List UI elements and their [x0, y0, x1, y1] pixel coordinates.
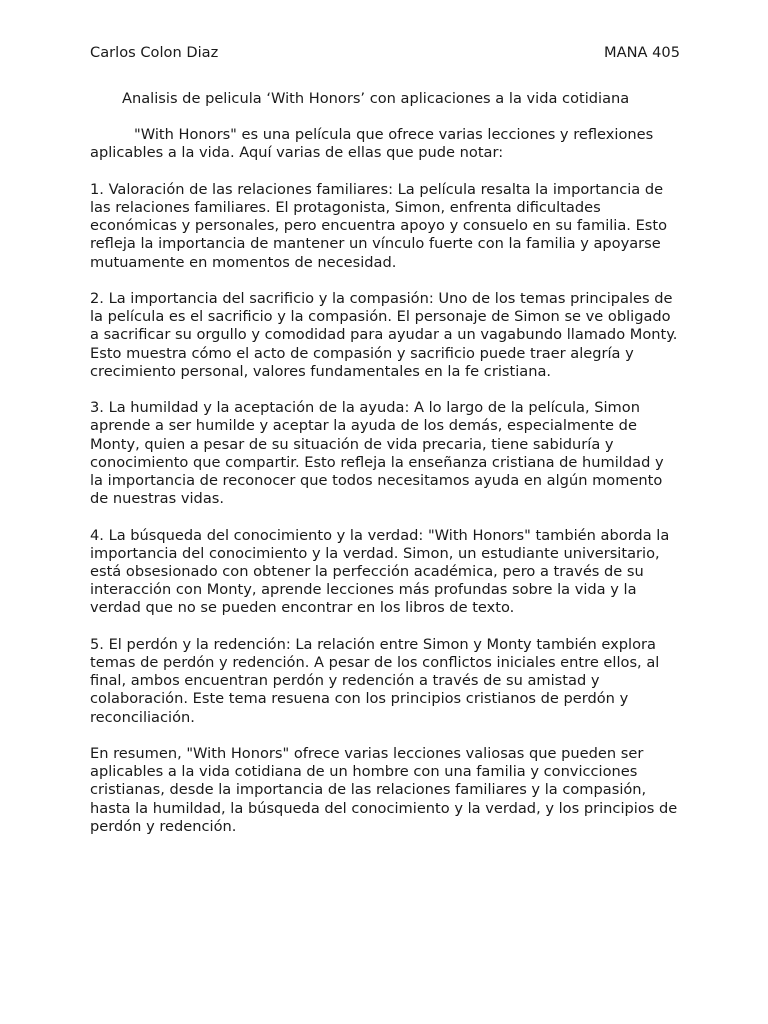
course-code: MANA 405: [604, 44, 680, 61]
paragraph-point-4: 4. La búsqueda del conocimiento y la verdad: "With Honors" también aborda la importancia del conocimiento y la verdad. Simon, un estudiante universitario, está obsesionado con obtener la perfección académica, pero a través de su interacción con Monty, aprende lecciones más profundas sobre la vida y la verdad que no se pueden encontrar en los libros de texto.: [90, 526, 670, 617]
document-header: [90, 44, 680, 64]
document-page: [90, 44, 680, 836]
conclusion-paragraph: En resumen, "With Honors" ofrece varias lecciones valiosas que pueden ser aplicables a la vida cotidiana de un hombre con una familia y convicciones cristianas, desde la importancia de las relaciones familiares y la compasión, hasta la humildad, la búsqueda del conocimiento y la verdad, y los principios de perdón y redención.: [90, 745, 678, 835]
paragraph-point-3: 3. La humildad y la aceptación de la ayuda: A lo largo de la película, Simon aprende a ser humilde y aceptar la ayuda de los demás, especialmente de Monty, quien a pesar de su situación de vida precaria, tiene sabiduría y conocimiento que compartir. Esto refleja la enseñanza cristiana de humildad y la importancia de reconocer que todos necesitamos ayuda en algún momento de nuestras vidas.: [90, 399, 664, 508]
paragraph-point-2: 2. La importancia del sacrificio y la compasión: Uno de los temas principales de la película es el sacrificio y la compasión. El personaje de Simon se ve obligado a sacrificar su orgullo y comodidad para ayudar a un vagabundo llamado Monty. Esto muestra cómo el acto de compasión y sacrificio puede traer alegría y crecimiento personal, valores fundamentales en la fe cristiana.: [90, 290, 678, 380]
author-name: Carlos Colon Diaz: [90, 44, 219, 61]
paragraph-point-5: 5. El perdón y la redención: La relación entre Simon y Monty también explora temas de perdón y redención. A pesar de los conflictos iniciales entre ellos, al final, ambos encuentran perdón y redención a través de su amistad y colaboración. Este tema resuena con los principios cristianos de perdón y reconciliación.: [90, 635, 660, 726]
document-title: Analisis de pelicula ‘With Honors’ con aplicaciones a la vida cotidiana: [122, 90, 630, 107]
document-body: [90, 126, 680, 836]
paragraph-point-1: 1. Valoración de las relaciones familiares: La película resalta la importancia de las relaciones familiares. El protagonista, Simon, enfrenta dificultades económicas y personales, pero encuentra apoyo y consuelo en su familia. Esto refleja la importancia de mantener un vínculo fuerte con la familia y apoyarse mutuamente en momentos de necesidad.: [90, 180, 668, 271]
intro-paragraph: "With Honors" es una película que ofrece varias lecciones y reflexiones aplicables a la vida. Aquí varias de ellas que pude notar:: [90, 126, 654, 162]
